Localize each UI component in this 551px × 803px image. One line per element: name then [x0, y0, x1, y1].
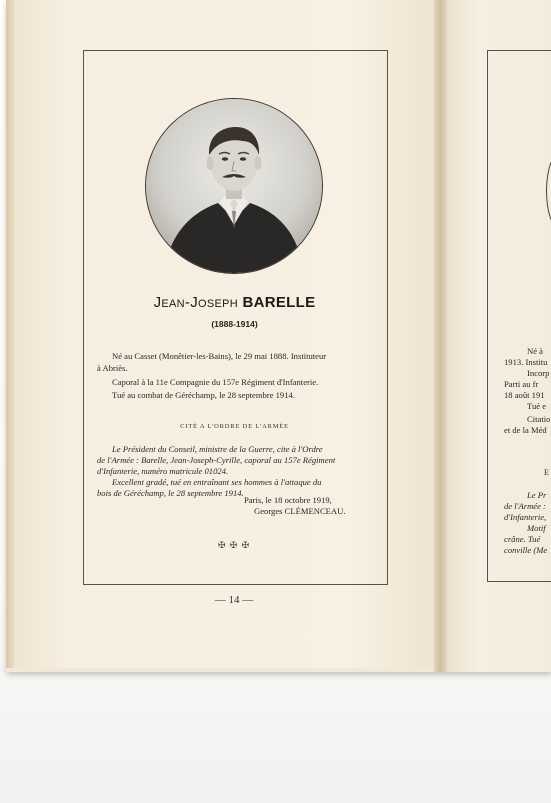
- bio-line-4: Tué au combat de Géréchamp, le 28 septembre 1914.: [112, 390, 295, 400]
- right-line-8: et de la Méd: [504, 425, 547, 435]
- name-last: BARELLE: [242, 294, 316, 311]
- portrait-illustration: [146, 99, 322, 273]
- right-line-9: E: [544, 468, 549, 477]
- book-gutter: [434, 0, 448, 672]
- bio-line-1: Né au Casset (Monêtier-les-Bains), le 29 mai 1888. Instituteur: [112, 351, 327, 361]
- life-years: (1888-1914): [211, 319, 258, 329]
- person-name: [83, 294, 386, 311]
- right-line-1: Né à: [527, 346, 543, 356]
- citation-line-3: d'Infanterie, numéro matricule 01024.: [97, 466, 229, 476]
- bio-line-2: à Abriès.: [97, 363, 128, 373]
- right-line-10: Le Pr: [527, 490, 547, 500]
- right-line-14: crâne. Tué: [504, 534, 541, 544]
- citation-line-1: Le Président du Conseil, ministre de la Guerre, cite à l'Ordre: [112, 444, 323, 454]
- bio-line-3: Caporal à la 11e Compagnie du 157e Régiment d'Infanterie.: [112, 377, 319, 387]
- right-line-11: de l'Armée :: [504, 501, 546, 511]
- ornament: ✠ ✠ ✠: [218, 540, 251, 550]
- right-line-7: Citatio: [527, 414, 551, 424]
- citation-line-5: bois de Géréchamp, le 28 septembre 1914.: [97, 488, 244, 498]
- right-line-6: Tué e: [527, 401, 547, 411]
- right-line-12: d'Infanterie,: [504, 512, 547, 522]
- right-line-15: conville (Me: [504, 545, 548, 555]
- page-number: — 14 —: [214, 594, 254, 606]
- citation-line-4: Excellent gradé, tué en entraînant ses hommes à l'attaque du: [112, 477, 322, 487]
- page-edge: [6, 0, 14, 668]
- signature-name: Georges CLÉMENCEAU.: [254, 506, 346, 516]
- signature-place-date: Paris, le 18 octobre 1919,: [244, 495, 332, 505]
- citation-line-2: de l'Armée : Barelle, Jean-Joseph-Cyrille, caporal au 157e Régiment: [97, 455, 336, 465]
- name-first: Jean-Joseph: [153, 294, 239, 311]
- citation-heading: CITÉ A L'ORDRE DE L'ARMÉE: [180, 423, 289, 430]
- right-line-2: 1913. Institu: [504, 357, 548, 367]
- right-line-5: 18 août 191: [504, 390, 545, 400]
- right-line-4: Parti au fr: [504, 379, 539, 389]
- portrait-photo: [145, 98, 323, 274]
- right-line-13: Motif: [527, 523, 546, 533]
- right-line-3: Incorp: [527, 368, 550, 378]
